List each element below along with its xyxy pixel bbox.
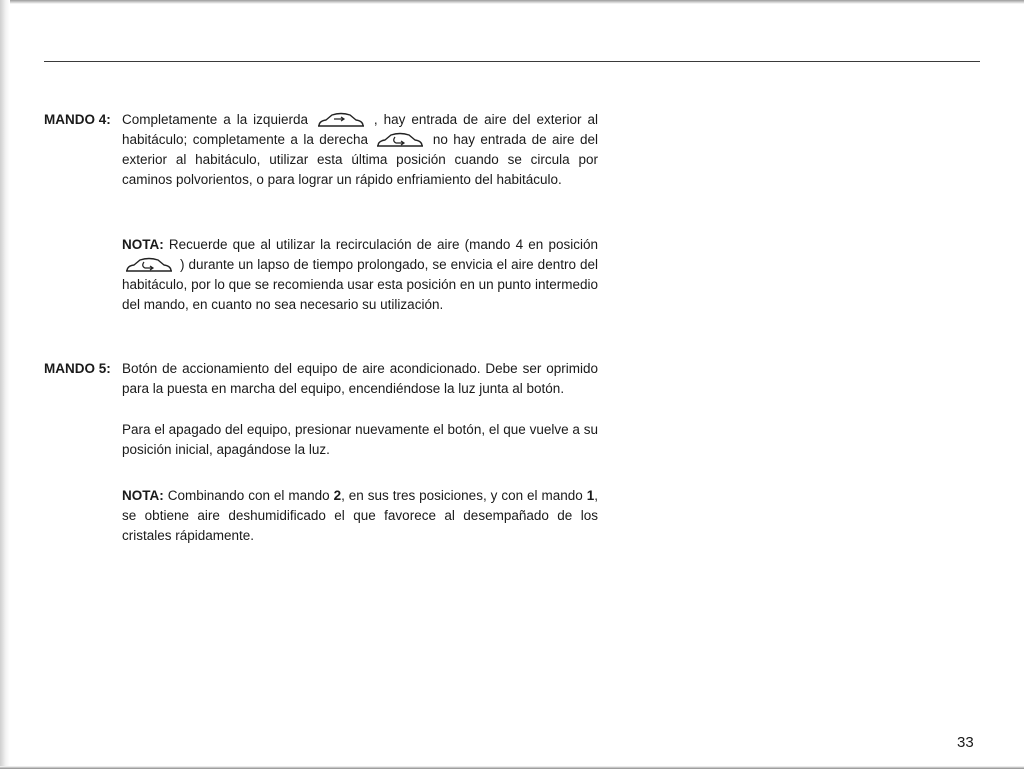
nota-1-text-part2: ) durante un lapso de tiempo prolongado, se envicia el aire dentro del habitáculo, por lo que se recomienda usar esta posición en un punto intermedio del mando, en cuanto no sea necesario su utilización.: [122, 257, 598, 312]
nota-1-text-part1: Recuerde que al utilizar la recirculación de aire (mando 4 en posición: [168, 237, 598, 252]
page-top-edge: [0, 0, 1024, 4]
nota-2-mando-number-2: 2: [333, 488, 342, 503]
nota-2-label: NOTA:: [122, 488, 164, 503]
mando-5-text-2: Para el apagado del equipo, presionar nuevamente el botón, el que vuelve a su posición inicial, apagándose la luz.: [122, 422, 598, 457]
page-binding-shadow: [0, 0, 10, 769]
mando-5-text: Botón de accionamiento del equipo de aire acondicionado. Debe ser oprimido para la puesta en marcha del equipo, encendiéndose la luz junta al botón.: [122, 361, 598, 396]
mando-5-section: [44, 359, 614, 399]
nota-2-text-part1: Combinando con el mando: [167, 488, 330, 503]
mando-4-text-part1: Completamente a la izquierda: [122, 112, 308, 127]
mando-4-text: [122, 110, 598, 190]
car-recirculation-icon: [124, 256, 174, 274]
mando-5-label: MANDO 5:: [44, 361, 111, 376]
nota-1-section: [122, 235, 598, 315]
nota-2-section: [122, 486, 598, 546]
mando-4-text-part3: no hay entrada de aire del exterior al habitáculo, utilizar esta última posición cuando se circula por caminos polvorientos, o para lograr un rápido enfriamiento del habitáculo.: [122, 132, 598, 187]
nota-1-label: NOTA:: [122, 237, 164, 252]
page-number: 33: [957, 734, 974, 751]
car-recirculation-icon: [375, 131, 425, 149]
header-rule: [44, 61, 980, 62]
mando-4-section: [44, 110, 614, 190]
car-fresh-air-icon: [316, 111, 366, 129]
nota-2-mando-number-1: 1: [586, 488, 595, 503]
nota-2-text-part3: , se obtiene aire deshumidificado el que favorece al desempañado de los cristales rápidamente.: [122, 488, 598, 543]
nota-2-text-part2: , en sus tres posiciones, y con el mando: [341, 488, 583, 503]
mando-4-text-part2: , hay entrada de aire del exterior al habitáculo; completamente a la derecha: [122, 112, 598, 147]
mando-4-label: MANDO 4:: [44, 112, 111, 127]
